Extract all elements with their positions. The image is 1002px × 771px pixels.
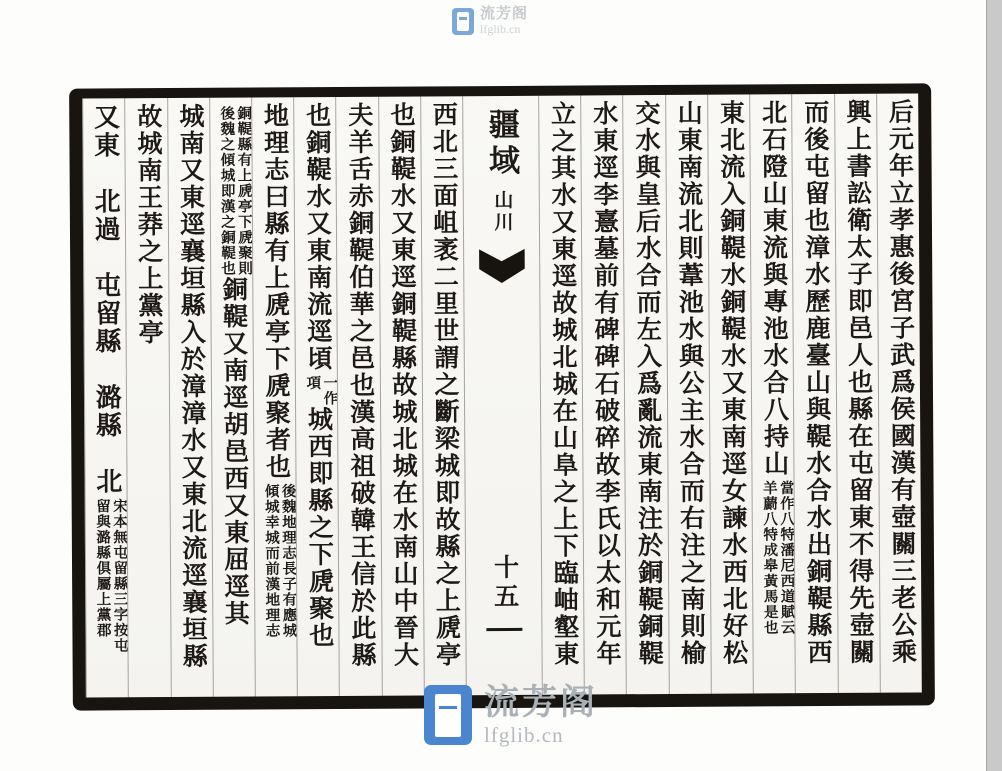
watermark-logo-icon: [424, 685, 472, 745]
note-line: 羊蘮八特成皋黃馬是也: [760, 480, 778, 636]
column-text: 后元年立孝惠後宮子武爲侯國漢有壺關三老公乘: [885, 98, 916, 666]
watermark-site-url: lfglib.cn: [480, 22, 521, 37]
text-column-r1: [876, 93, 922, 692]
note-line: 宋本無屯留縣三字按屯: [110, 498, 128, 654]
column-text: 興上書訟衛太子即邑人也縣在屯留東不得先壺關: [842, 98, 874, 666]
column-text: 又東 北過 屯留縣 潞縣 北: [90, 103, 122, 496]
text-column-r9: [538, 96, 584, 695]
column-text: 西北三面岨袤二里世謂之斷梁城即故縣之上虒亭: [429, 101, 460, 669]
spine-column: [462, 96, 542, 695]
note-line: 傾城幸城而前漢地理志: [262, 483, 280, 639]
text-column-r4: [749, 94, 795, 693]
watermark-site-url: lfglib.cn: [484, 723, 564, 748]
column-text: 夫羊舌赤銅鞮伯華之邑也漢高祖破韓王信於此縣: [344, 101, 376, 669]
page-number: 十五: [490, 553, 518, 613]
section-subtitle: 山川: [491, 189, 513, 235]
interlinear-note: [760, 480, 795, 635]
fishtail-ornament-icon: [479, 249, 525, 283]
column-text: 東北流入銅鞮水銅鞮水又東南逕女諫水西北好松: [716, 99, 747, 667]
column-text: 立之其水又東逕故城北城在山阜之上下臨岫壑東: [547, 100, 578, 668]
column-text: 水東逕李憙墓前有碑碑石破碎故李氏以太和元年: [589, 100, 621, 668]
watermark-top: [452, 6, 528, 37]
text-column-r8: [580, 95, 626, 694]
interlinear-note: [303, 375, 337, 406]
interlinear-note: [262, 483, 297, 638]
text-column-l6: [209, 98, 255, 697]
watermark-site-name: 流芳阁: [480, 6, 529, 22]
column-text: 銅鞮又南逕胡邑西又東屈逕其: [219, 276, 249, 628]
watermark-bottom: [424, 683, 598, 747]
page-frame: [69, 83, 935, 710]
text-column-r3: [791, 94, 837, 693]
spine-rule: [486, 628, 522, 631]
section-title: 疆域: [483, 107, 520, 181]
column-text: 城南又東逕襄垣縣入於漳漳水又東北流逕襄垣縣: [175, 102, 207, 670]
note-line: 一作: [321, 375, 338, 407]
note-line: 後魏地理志長子有應城: [279, 483, 297, 639]
column-text: 故城南王莽之上黨亭: [133, 103, 163, 347]
note-line: 項: [304, 375, 321, 391]
column-text: 山東南流北則葦池水與公主水合而右注之南則榆: [674, 99, 705, 667]
text-column-l2: [378, 96, 424, 695]
text-column-l3: [336, 97, 382, 696]
watermark-logo-icon: [452, 8, 474, 35]
text-column-l9: [82, 98, 128, 697]
scanner-edge: [986, 0, 1002, 771]
watermark-site-name: 流芳阁: [484, 683, 599, 722]
note-line: 後魏之傾城即漢之銅鞮也: [218, 105, 236, 277]
interlinear-note: [93, 498, 128, 653]
text-column-r6: [665, 95, 711, 694]
column-text: 地理志曰縣有上虒亭下虒聚者也: [260, 102, 290, 481]
interlinear-note: [217, 106, 252, 277]
column-text: 北石隥山東流與專池水合八持山: [758, 99, 788, 478]
text-column-r2: [834, 94, 880, 693]
column-text: 也銅鞮水又東逕銅鞮縣故城北城在水南山中晉大: [387, 101, 418, 669]
text-column-l8: [124, 98, 170, 697]
text-column-l4: [293, 97, 339, 696]
text-column-r7: [623, 95, 669, 694]
column-text: 交水與皇后水合而左入爲亂流東南注於銅鞮銅鞮: [631, 100, 663, 668]
column-text: 也銅鞮水又東南流逕頃: [302, 102, 332, 373]
text-columns: [82, 93, 922, 697]
text-column-l7: [167, 98, 213, 697]
note-line: 當作八特潘尼西道賦云: [777, 480, 795, 636]
text-column-l5: [251, 97, 297, 696]
note-line: 留與潞縣俱屬上黨郡: [93, 498, 111, 638]
text-column-r5: [707, 94, 753, 693]
column-text: 而後屯留也漳水歷鹿臺山與鞮水合水出銅鞮縣西: [800, 99, 832, 667]
note-line: 銅鞮縣有上虒亭下虒聚則: [235, 105, 253, 277]
column-text: 城西即縣之下虒聚也: [304, 406, 333, 650]
text-column-l1: [420, 96, 466, 695]
